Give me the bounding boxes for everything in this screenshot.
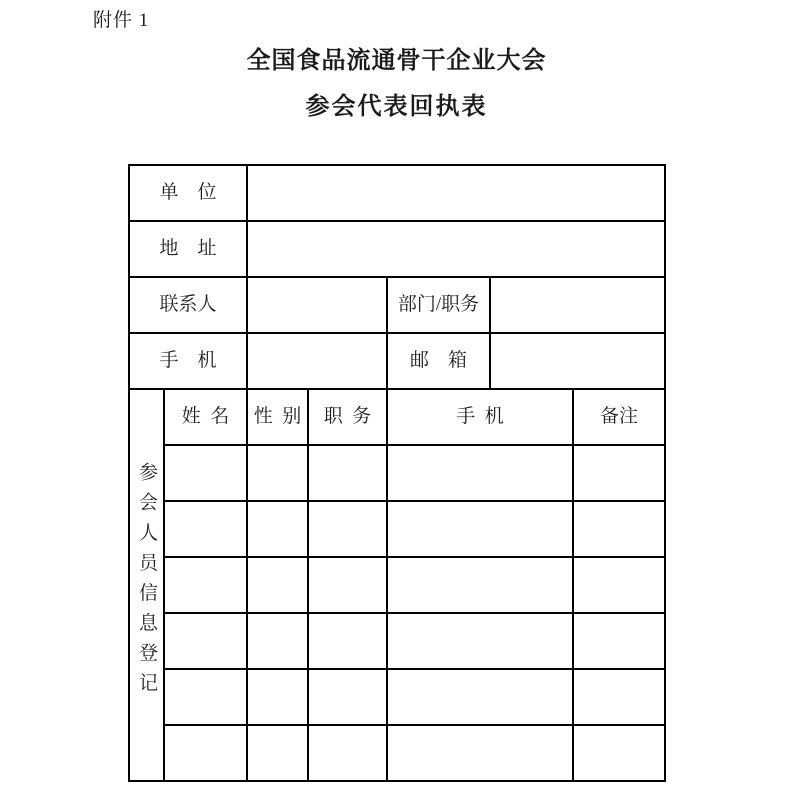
attendee-position-cell — [308, 557, 387, 613]
attendee-mobile-cell — [387, 557, 573, 613]
attendee-mobile-cell — [387, 613, 573, 669]
contact-value-cell — [247, 277, 387, 333]
attendee-gender-cell — [247, 501, 308, 557]
dept-label: 部门/职务 — [387, 277, 490, 333]
attendee-section-label-cell — [129, 389, 164, 781]
attendee-gender-cell — [247, 669, 308, 725]
document-subtitle: 参会代表回执表 — [305, 94, 488, 120]
attendee-col-mobile: 手 机 — [387, 389, 573, 445]
attendee-header-row — [129, 389, 665, 445]
attendee-name-cell — [164, 669, 247, 725]
attendee-gender-cell — [247, 445, 308, 501]
attendee-col-gender: 性 别 — [247, 389, 308, 445]
attendee-empty-row — [129, 669, 665, 725]
unit-row — [129, 165, 665, 221]
attendee-note-cell — [573, 725, 665, 781]
attendee-position-cell — [308, 501, 387, 557]
contact-label: 联系人 — [129, 277, 247, 333]
attendee-section-label: 参会人员信息登记 — [136, 461, 157, 702]
attendee-position-cell — [308, 669, 387, 725]
unit-value-cell — [247, 165, 665, 221]
email-label: 邮 箱 — [387, 333, 490, 389]
dept-value-cell — [490, 277, 665, 333]
attendee-gender-cell — [247, 725, 308, 781]
attendee-col-note: 备注 — [573, 389, 665, 445]
attendee-col-name: 姓 名 — [164, 389, 247, 445]
mobile-value-cell — [247, 333, 387, 389]
attendee-gender-cell — [247, 613, 308, 669]
attendee-position-cell — [308, 445, 387, 501]
attendee-name-cell — [164, 613, 247, 669]
attendee-mobile-cell — [387, 445, 573, 501]
attendee-empty-row — [129, 501, 665, 557]
attendee-empty-row — [129, 613, 665, 669]
attendee-note-cell — [573, 669, 665, 725]
attachment-label: 附件 1 — [93, 10, 150, 31]
attendee-empty-row — [129, 445, 665, 501]
address-row — [129, 221, 665, 277]
attendee-col-position: 职 务 — [308, 389, 387, 445]
attendee-empty-row — [129, 557, 665, 613]
attendee-note-cell — [573, 557, 665, 613]
contact-row — [129, 277, 665, 333]
attendee-mobile-cell — [387, 501, 573, 557]
attendee-note-cell — [573, 613, 665, 669]
attendee-empty-row — [129, 725, 665, 781]
unit-label: 单 位 — [129, 165, 247, 221]
attendee-name-cell — [164, 725, 247, 781]
mobile-label: 手 机 — [129, 333, 247, 389]
attendee-name-cell — [164, 557, 247, 613]
email-value-cell — [490, 333, 665, 389]
attendee-mobile-cell — [387, 669, 573, 725]
address-label: 地 址 — [129, 221, 247, 277]
attendee-gender-cell — [247, 557, 308, 613]
attendee-mobile-cell — [387, 725, 573, 781]
attendee-name-cell — [164, 445, 247, 501]
attendee-position-cell — [308, 725, 387, 781]
attendee-position-cell — [308, 613, 387, 669]
attendee-note-cell — [573, 445, 665, 501]
address-value-cell — [247, 221, 665, 277]
attendee-note-cell — [573, 501, 665, 557]
reply-form-table — [128, 164, 666, 782]
document-title: 全国食品流通骨干企业大会 — [246, 48, 547, 74]
attendee-name-cell — [164, 501, 247, 557]
mobile-row — [129, 333, 665, 389]
